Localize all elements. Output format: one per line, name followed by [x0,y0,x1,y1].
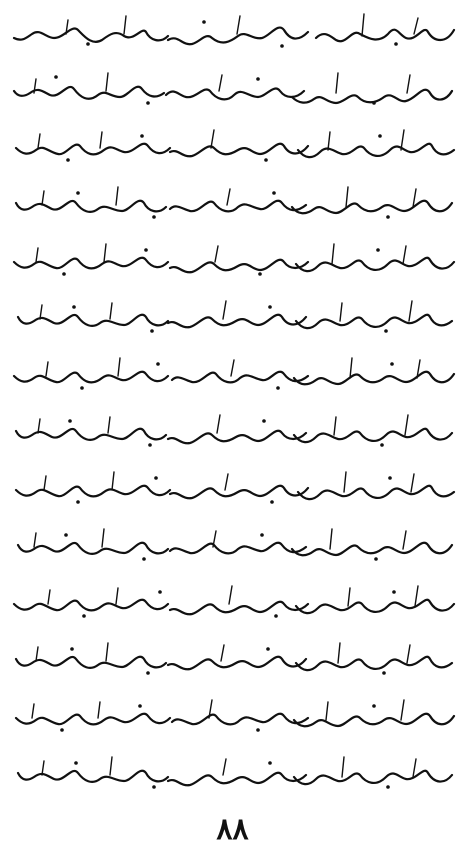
handwritten-line [8,751,457,801]
handwriting-stroke [8,637,457,687]
handwritten-line [8,694,457,744]
handwriting-stroke [8,580,457,630]
handwriting-stroke [8,523,457,573]
handwriting-stroke [8,295,457,345]
handwritten-line [8,409,457,459]
handwriting-stroke [8,751,457,801]
handwriting-stroke [8,124,457,174]
handwriting-stroke [8,181,457,231]
handwritten-line [8,124,457,174]
handwritten-line [8,637,457,687]
handwriting-stroke [8,694,457,744]
handwritten-line [8,181,457,231]
handwriting-stroke [8,409,457,459]
handwriting-stroke [8,10,457,60]
handwritten-line [8,352,457,402]
handwritten-line [8,67,457,117]
page-number: ۸۸ [216,812,249,847]
handwriting-stroke [8,352,457,402]
handwriting-stroke [8,466,457,516]
handwritten-line [8,10,457,60]
handwriting-stroke [8,67,457,117]
handwritten-line [8,295,457,345]
handwritten-text-block [8,10,457,802]
handwriting-stroke [8,238,457,288]
handwritten-line [8,238,457,288]
handwritten-line [8,580,457,630]
handwritten-line [8,523,457,573]
handwritten-line [8,466,457,516]
